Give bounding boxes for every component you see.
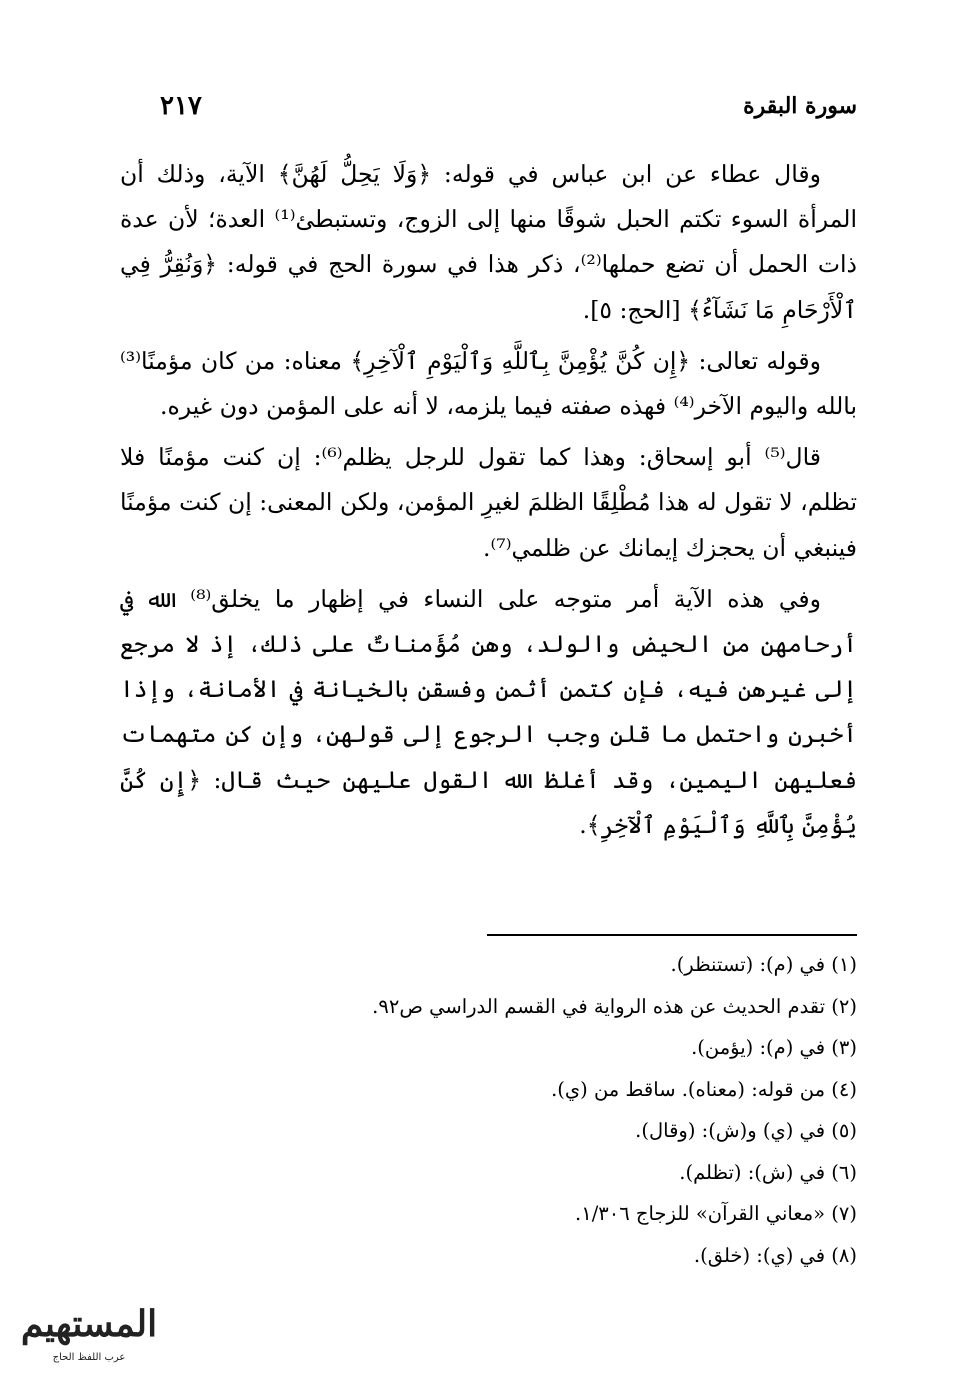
surah-title: سورة البقرة	[743, 93, 857, 119]
paragraph: وقال عطاء عن ابن عباس في قوله: ﴿وَلَا يَحِلُّ لَهُنَّ﴾ الآية، وذلك أن المرأة السوء تكتم الحبل شوقًا منها إلى الزوج، وتستبطئ⁽¹⁾ العدة؛ لأن عدة ذات الحمل أن تضع حملها⁽²⁾، ذكر هذا في سورة الحج في قوله: ﴿وَنُقِرُّ فِي ٱلْأَرْحَامِ مَا نَشَآءُ﴾ [الحج: ٥].	[120, 160, 857, 324]
footnote-divider	[487, 934, 857, 936]
footnote: (١) في (م): (تستنظر).	[670, 953, 857, 976]
footnote: (٦) في (ش): (تظلم).	[679, 1160, 857, 1184]
publisher-logo	[14, 1288, 164, 1368]
page-header	[160, 86, 857, 126]
page-number: ٢١٧	[160, 91, 202, 121]
footnote: (٣) في (م): (يؤمن).	[691, 1036, 857, 1059]
main-text	[120, 152, 857, 848]
paragraph: وفي هذه الآية أمر متوجه على النساء في إظهار ما يخلق⁽⁸⁾ الله في أرحامهن من الحيض والولد، وهن مُؤَمناتٌ على ذلك، إذ لا مرجع إلى غيرهن فيه، فإن كتمن أثمن وفسقن بالخيانة في الأمانة، وإذا أخبرن واحتمل ما قلن وجب الرجوع إلى قولهن، وإن كن متهمات فعليهن اليمين، وقد أغلظ الله القول عليهن حيث قال: ﴿إِن كُنَّ يُؤْمِنَّ بِٱللَّهِ وَٱلْيَوْمِ ٱلْآخِرِ﴾.	[120, 584, 857, 839]
footnote: (٧) «معاني القرآن» للزجاج ١/٣٠٦.	[575, 1202, 857, 1225]
paragraph: وقوله تعالى: ﴿إِن كُنَّ يُؤْمِنَّ بِٱللَّهِ وَٱلْيَوْمِ ٱلْآخِرِ﴾ معناه: من كان مؤمنًا⁽³⁾ بالله واليوم الآخر⁽⁴⁾ فهذه صفته فيما يلزمه، لا أنه على المؤمن دون غيره.	[120, 346, 857, 421]
footnotes	[160, 944, 857, 1276]
logo-main-text: المستهيم	[20, 1303, 158, 1345]
footnote: (٤) من قوله: (معناه). ساقط من (ي).	[551, 1077, 857, 1101]
footnote: (٥) في (ي) و(ش): (وقال).	[635, 1119, 857, 1142]
paragraph: قال⁽⁵⁾ أبو إسحاق: وهذا كما تقول للرجل يظلم⁽⁶⁾: إن كنت مؤمنًا فلا تظلم، لا تقول له هذا مُطْلِقًا الظلمَ لغيرِ المؤمن، ولكن المعنى: إن كنت مؤمنًا فينبغي أن يحجزك إيمانك عن ظلمي⁽⁷⁾.	[120, 443, 857, 562]
footnote: (٨) في (ي): (خلق).	[693, 1243, 857, 1267]
logo-sub-text: عرب اللفظ الحاج	[52, 1352, 126, 1363]
footnote: (٢) تقدم الحديث عن هذه الرواية في القسم الدراسي ص٩٢.	[372, 994, 857, 1018]
